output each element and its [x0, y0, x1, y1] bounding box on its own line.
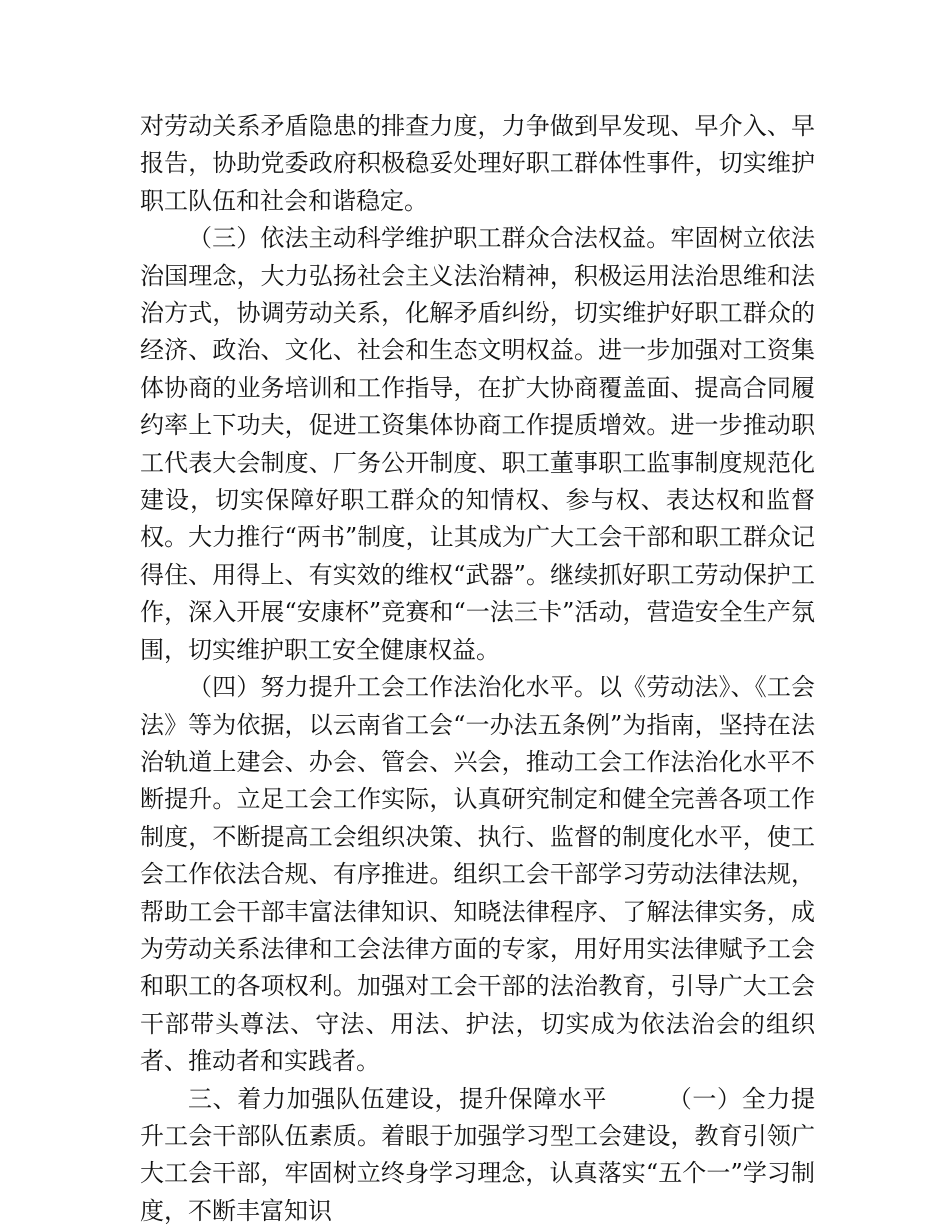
paragraph-rule-of-law: （四）努力提升工会工作法治化水平。以《劳动法》、《工会法》等为依据，以云南省工会“一办法五条例”为指南，坚持在法治轨道上建会、办会、管会、兴会，推动工会工作法治化水平不断提升。立足工会工作实际，认真研究制定和健全完善各项工作制度，不断提高工会组织决策、执行、监督的制度化水平，使工会工作依法合规、有序推进。组织工会干部学习劳动法律法规，帮助工会干部丰富法律知识、知晓法律程序、了解法律实务，成为劳动关系法律和工会法律方面的专家，用好用实法律赋予工会和职工的各项权利。加强对工会干部的法治教育，引导广大工会干部带头尊法、守法、用法、护法，切实成为依法治会的组织者、推动者和实践者。 [140, 673, 815, 1076]
document-body [140, 108, 815, 1230]
paragraph-rights-protection: （三）依法主动科学维护职工群众合法权益。牢固树立依法治国理念，大力弘扬社会主义法治精神，积极运用法治思维和法治方式，协调劳动关系，化解矛盾纠纷，切实维护好职工群众的经济、政治、文化、社会和生态文明权益。进一步加强对工资集体协商的业务培训和工作指导，在扩大协商覆盖面、提高合同履约率上下功夫，促进工资集体协商工作提质增效。进一步推动职工代表大会制度、厂务公开制度、职工董事职工监事制度规范化建设，切实保障好职工群众的知情权、参与权、表达权和监督权。大力推行“两书”制度，让其成为广大工会干部和职工群众记得住、用得上、有实效的维权“武器”。继续抓好职工劳动保护工作，深入开展“安康杯”竞赛和“一法三卡”活动，营造安全生产氛围，切实维护职工安全健康权益。 [140, 224, 815, 664]
paragraph-team-building [140, 1081, 815, 1230]
section-continuation: （一）全力提升工会干部队伍素质。着眼于加强学习型工会建设，教育引领广大工会干部，牢固树立终身学习理念，认真落实“五个一”学习制度，不断丰富知识 [140, 1084, 816, 1225]
paragraph-labor-relations: 对劳动关系矛盾隐患的排查力度，力争做到早发现、早介入、早报告，协助党委政府积极稳妥处理好职工群体性事件，切实维护职工队伍和社会和谐稳定。 [140, 112, 815, 215]
section-heading: 三、着力加强队伍建设，提升保障水平 [188, 1084, 608, 1113]
